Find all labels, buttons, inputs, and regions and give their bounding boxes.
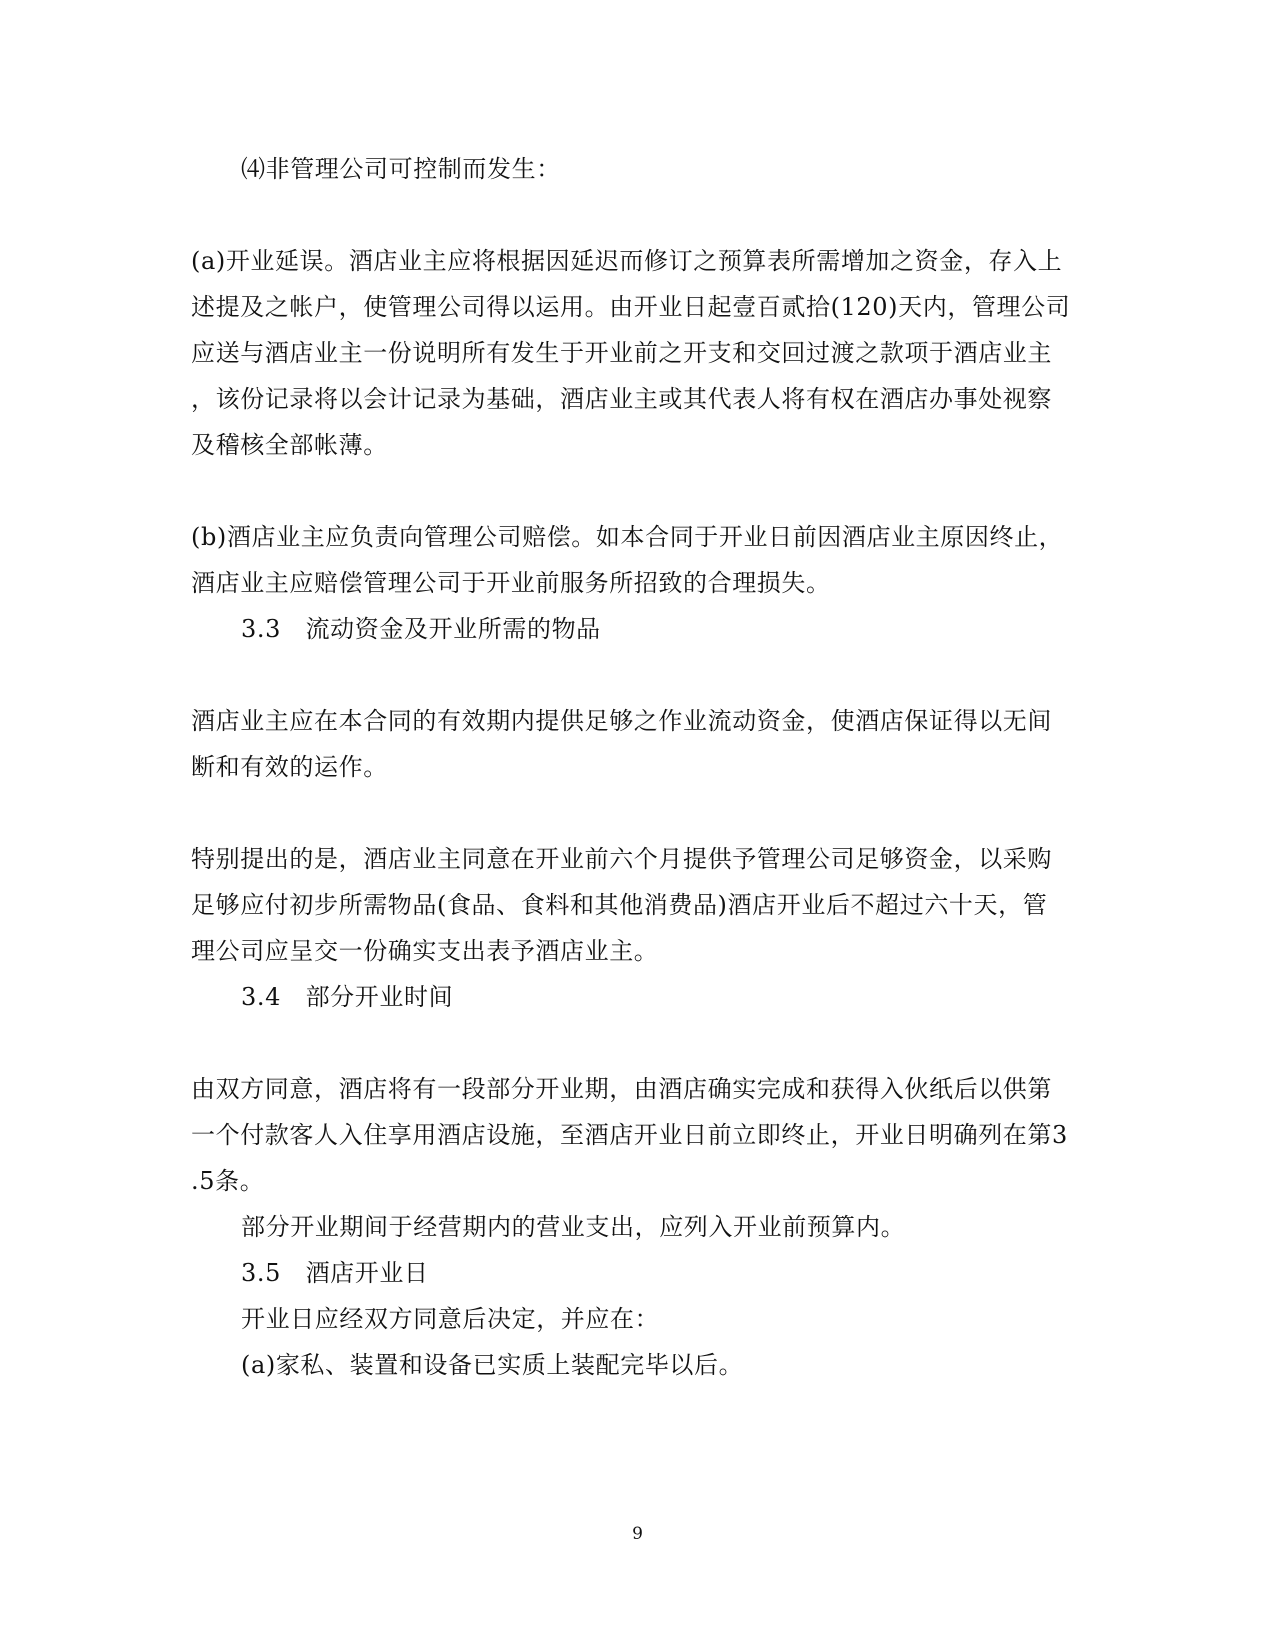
paragraph-a-line-4: ，该份记录将以会计记录为基础，酒店业主或其代表人将有权在酒店办事处视察 xyxy=(191,385,1052,413)
section-heading-3-4: 3.4 部分开业时间 xyxy=(241,983,454,1011)
paragraph-supplies-line-2: 足够应付初步所需物品(食品、食料和其他消费品)酒店开业后不超过六十天，管 xyxy=(191,891,1048,919)
paragraph-a-line-5: 及稽核全部帐薄。 xyxy=(191,431,388,459)
section-heading-3-5: 3.5 酒店开业日 xyxy=(241,1259,429,1287)
paragraph-a-line-2: 述提及之帐户，使管理公司得以运用。由开业日起壹百贰拾(120)天内，管理公司 xyxy=(191,293,1071,321)
paragraph-opening-date: 开业日应经双方同意后决定，并应在： xyxy=(241,1305,660,1333)
paragraph-partial-opening-line-3: .5条。 xyxy=(191,1167,265,1195)
paragraph-working-capital-line-2: 断和有效的运作。 xyxy=(191,753,388,781)
clause-heading-4: ⑷非管理公司可控制而发生： xyxy=(241,155,561,183)
paragraph-supplies-line-3: 理公司应呈交一份确实支出表予酒店业主。 xyxy=(191,937,659,965)
paragraph-partial-opening-line-2: 一个付款客人入住享用酒店设施，至酒店开业日前立即终止，开业日明确列在第3 xyxy=(191,1121,1068,1149)
paragraph-opening-date-a: (a)家私、装置和设备已实质上装配完毕以后。 xyxy=(241,1351,744,1379)
paragraph-working-capital-line-1: 酒店业主应在本合同的有效期内提供足够之作业流动资金，使酒店保证得以无间 xyxy=(191,707,1052,735)
section-heading-3-3: 3.3 流动资金及开业所需的物品 xyxy=(241,615,601,643)
paragraph-partial-opening-expenses: 部分开业期间于经营期内的营业支出，应列入开业前预算内。 xyxy=(241,1213,906,1241)
paragraph-a-line-1: (a)开业延误。酒店业主应将根据因延迟而修订之预算表所需增加之资金，存入上 xyxy=(191,247,1063,275)
paragraph-b-line-2: 酒店业主应赔偿管理公司于开业前服务所招致的合理损失。 xyxy=(191,569,831,597)
page-number: 9 xyxy=(632,1524,643,1544)
paragraph-partial-opening-line-1: 由双方同意，酒店将有一段部分开业期，由酒店确实完成和获得入伙纸后以供第 xyxy=(191,1075,1052,1103)
paragraph-b-line-1: (b)酒店业主应负责向管理公司赔偿。如本合同于开业日前因酒店业主原因终止， xyxy=(191,523,1064,551)
paragraph-supplies-line-1: 特别提出的是，酒店业主同意在开业前六个月提供予管理公司足够资金，以采购 xyxy=(191,845,1052,873)
paragraph-a-line-3: 应送与酒店业主一份说明所有发生于开业前之开支和交回过渡之款项于酒店业主 xyxy=(191,339,1052,367)
